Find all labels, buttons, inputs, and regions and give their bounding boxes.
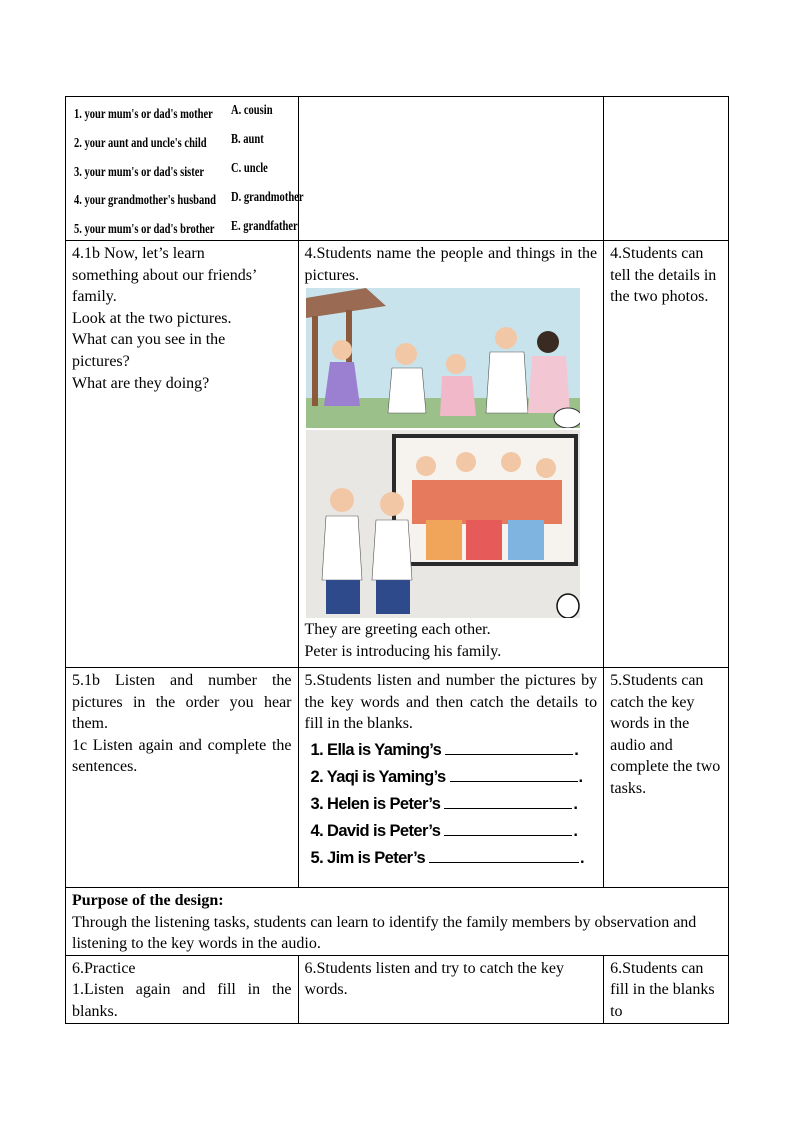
text-line: What are they doing?: [72, 374, 210, 392]
match-right-e: E. grandfather: [231, 218, 298, 233]
text-line: Look at the two pictures.: [72, 309, 232, 327]
practice-text: 1.Listen again and fill in the blanks.: [72, 981, 292, 1020]
matching-exercise: [66, 97, 304, 241]
text-line: What can you see in the: [72, 331, 226, 349]
student-text: 4.Students name the people and things in the pictures.: [304, 245, 598, 284]
fill-item: 1. Ella is Yaming’s .: [305, 737, 598, 764]
family-photo-picture: [306, 430, 580, 618]
aim-text: 4.Students can tell the details in the two photos.: [610, 245, 717, 306]
lesson-plan-table: [65, 96, 729, 1024]
fill-in-list: [305, 737, 598, 872]
answer-blank[interactable]: [444, 818, 572, 836]
match-right-a: A. cousin: [231, 102, 273, 117]
aim-text: 6.Students can fill in the blanks to: [610, 959, 715, 1020]
text-line: family.: [72, 288, 117, 306]
aim-practice: [604, 955, 729, 1023]
empty-cell: [298, 97, 604, 241]
student-text: 5.Students listen and number the pictures by the key words and then catch the details to fill in the blanks.: [304, 672, 598, 733]
student-practice: [298, 955, 604, 1023]
aim-1b: [604, 241, 729, 668]
text-line: They are greeting each other.: [304, 621, 491, 639]
fill-item: 4. David is Peter’s .: [305, 818, 598, 845]
match-left-2: 2. your aunt and uncle's child: [74, 135, 207, 150]
practice-title: 6.Practice: [72, 959, 136, 977]
purpose-of-design: [66, 888, 729, 956]
match-left-3: 3. your mum's or dad's sister: [74, 164, 205, 179]
purpose-title: Purpose of the design:: [72, 892, 224, 909]
aim-1c: [604, 668, 729, 888]
empty-cell: [604, 97, 729, 241]
match-left-1: 1. your mum's or dad's mother: [74, 106, 213, 121]
answer-blank[interactable]: [429, 845, 579, 863]
student-activity-1b: [298, 241, 604, 668]
greeting-picture: [306, 288, 580, 428]
answer-blank[interactable]: [450, 764, 578, 782]
text-line: something about our friends’: [72, 266, 258, 284]
fill-item: 5. Jim is Peter’s .: [305, 845, 598, 872]
match-right-c: C. uncle: [231, 160, 268, 175]
text-line: 4.1b Now, let’s learn: [72, 245, 205, 262]
fill-item: 2. Yaqi is Yaming’s .: [305, 764, 598, 791]
teacher-activity-1c: [66, 668, 299, 888]
answer-blank[interactable]: [445, 737, 573, 755]
student-activity-1c: [298, 668, 604, 888]
match-right-d: D. grandmother: [231, 189, 304, 204]
match-right-b: B. aunt: [231, 131, 264, 146]
text-line: 5.1b Listen and number the pictures in the order you hear them.: [72, 672, 292, 733]
teacher-practice: [66, 955, 299, 1023]
text-line: Peter is introducing his family.: [304, 642, 502, 660]
answer-blank[interactable]: [444, 791, 572, 809]
fill-item: 3. Helen is Peter’s .: [305, 791, 598, 818]
teacher-activity-1b: [66, 241, 299, 668]
aim-text: 5.Students can catch the key words in the audio and complete the two tasks.: [610, 672, 721, 797]
text-line: pictures?: [72, 352, 130, 370]
match-left-5: 5. your mum's or dad's brother: [74, 221, 215, 236]
student-text: 6.Students listen and try to catch the key words.: [304, 959, 564, 999]
purpose-text: Through the listening tasks, students can learn to identify the family members by observation and listening to the key words in the audio.: [72, 913, 697, 953]
match-left-4: 4. your grandmother's husband: [74, 192, 216, 207]
text-line: 1c Listen again and complete the sentences.: [72, 736, 292, 776]
